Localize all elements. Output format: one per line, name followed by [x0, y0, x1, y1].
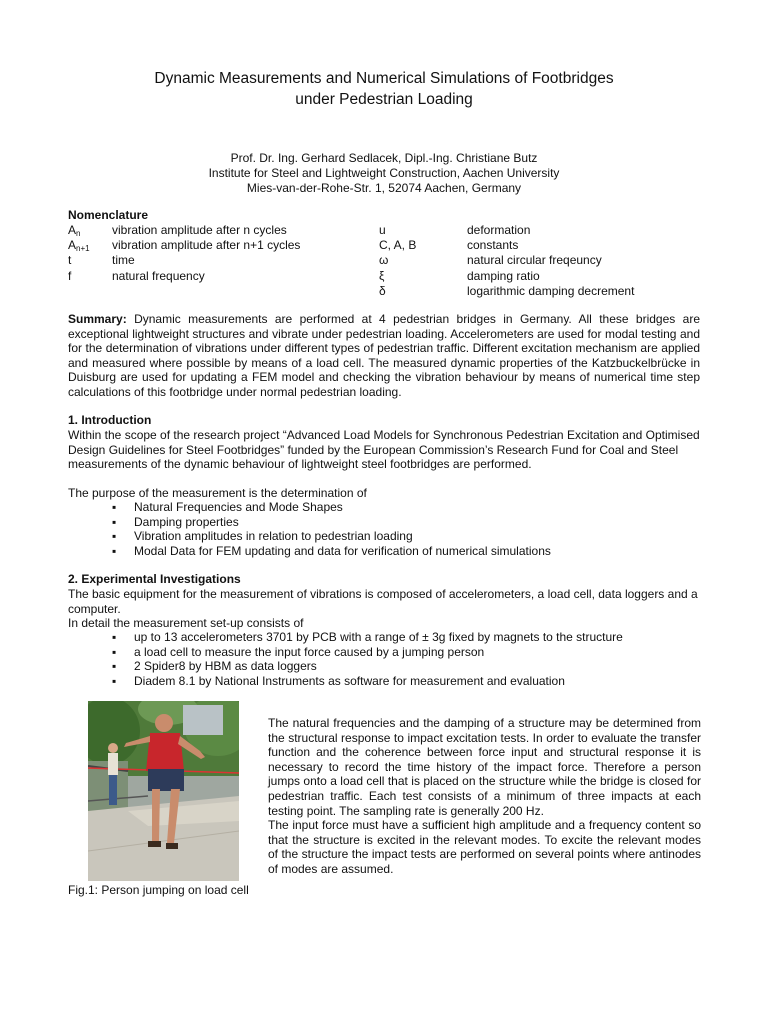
paper-title [0, 68, 768, 110]
nomenclature-heading: Nomenclature [68, 208, 149, 222]
symbol-description: vibration amplitude after n cycles [112, 223, 287, 237]
nomenclature-row [68, 253, 708, 268]
symbol-description: time [112, 253, 135, 268]
bullet-item: ▪ Diadem 8.1 by National Instruments as software for measurement and evaluation [68, 674, 700, 689]
experimental-para-2: In detail the measurement set-up consists of [68, 616, 304, 630]
symbol-description: deformation [467, 223, 531, 237]
symbol-description: natural frequency [112, 268, 205, 283]
symbol-description: logarithmic damping decrement [467, 283, 635, 298]
symbol-description: natural circular freqeuncy [467, 253, 602, 268]
bullet-item: ▪ Modal Data for FEM updating and data for verification of numerical simulations [68, 544, 700, 559]
symbol: ξ [379, 268, 385, 283]
nomenclature-row [68, 238, 708, 253]
authors: Prof. Dr. Ing. Gerhard Sedlacek, Dipl.-Ing. Christiane Butz [230, 151, 538, 165]
summary-paragraph [68, 312, 700, 400]
title-line-2: under Pedestrian Loading [295, 91, 473, 108]
introduction-para-2: The purpose of the measurement is the determination of [68, 486, 367, 500]
author-block [0, 151, 768, 196]
symbol-description: constants [467, 238, 519, 253]
experimental-heading: 2. Experimental Investigations [68, 572, 241, 586]
symbol: ω [379, 253, 389, 268]
summary-label: Summary: [68, 312, 127, 326]
symbol: f [68, 268, 72, 283]
bullet-item: ▪ 2 Spider8 by HBM as data loggers [68, 659, 700, 674]
bullet-item: ▪ up to 13 accelerometers 3701 by PCB with a range of ± 3g fixed by magnets to the structure [68, 630, 700, 645]
symbol: $A_{n+1}$ [68, 238, 90, 254]
symbol-description: vibration amplitude after n+1 cycles [112, 238, 301, 253]
symbol: $A_n$ [68, 223, 81, 238]
affiliation: Institute for Steel and Lightweight Construction, Aachen University [208, 166, 560, 180]
address: Mies-van-der-Rohe-Str. 1, 52074 Aachen, Germany [246, 181, 522, 195]
introduction-bullet-list [68, 500, 700, 558]
person-jumping-photo [88, 701, 239, 881]
symbol: δ [379, 283, 386, 298]
summary-text: Dynamic measurements are performed at 4 pedestrian bridges in Germany. All these bridges are exceptional lightweight structures and vibrate under pedestrian loading. Accelerometers are used for modal testing and for the determination of vibrations under different types of pedestrian traffic. Different excitation mechanism are applied and measured where possible by means of a load cell. The measured dynamic properties of the Katzbuckelbrücke in Duisburg are used for updating a FEM model and checking the vibration behaviour by means of numerical time step calculations of this footbridge under normal pedestrian loading. [68, 312, 701, 399]
introduction-heading: 1. Introduction [68, 413, 152, 427]
experimental-para-1: The basic equipment for the measurement of vibrations is composed of accelerometers, a load cell, data loggers and a computer. [68, 587, 698, 616]
symbol-description: damping ratio [467, 268, 540, 283]
nomenclature-row [68, 269, 708, 284]
nomenclature-row [68, 284, 708, 299]
symbol: u [379, 223, 386, 237]
impact-test-para-2: The input force must have a sufficient high amplitude and a frequency content so that the structure is excited in the relevant modes. To excite the relevant modes of the structure the impact tests are performed on several points where antinodes of modes are assumed. [268, 818, 701, 876]
figure-caption: Fig.1: Person jumping on load cell [68, 883, 249, 897]
impact-test-description [268, 716, 701, 877]
symbol: C, A, B [379, 238, 417, 253]
nomenclature-row [68, 223, 708, 238]
introduction-para-1: Within the scope of the research project “Advanced Load Models for Synchronous Pedestrian Excitation and Optimised Design Guidelines for Steel Footbridges” funded by the European Commission’s Research Fund for Coal and Steel measurements of the dynamic behaviour of lightweight steel footbridges are performed. [68, 428, 700, 472]
bullet-item: ▪ Damping properties [68, 515, 700, 530]
symbol: t [68, 253, 72, 268]
bullet-item: ▪ Vibration amplitudes in relation to pedestrian loading [68, 529, 700, 544]
bullet-item: ▪ a load cell to measure the input force caused by a jumping person [68, 645, 700, 660]
experimental-bullet-list [68, 630, 700, 688]
impact-test-para-1: The natural frequencies and the damping of a structure may be determined from the structural response to impact excitation tests. In order to evaluate the transfer function and the coherence between force input and structural response it is necessary to record the time history of the impact force. Therefore a person jumps onto a load cell that is placed on the structure while the bridge is closed for pedestrian traffic. Each test consists of a minimum of three impacts at each testing point. The sampling rate is generally 200 Hz. [268, 716, 701, 818]
nomenclature-table [68, 223, 708, 299]
title-line-1: Dynamic Measurements and Numerical Simulations of Footbridges [154, 70, 614, 87]
bullet-item: ▪ Natural Frequencies and Mode Shapes [68, 500, 700, 515]
